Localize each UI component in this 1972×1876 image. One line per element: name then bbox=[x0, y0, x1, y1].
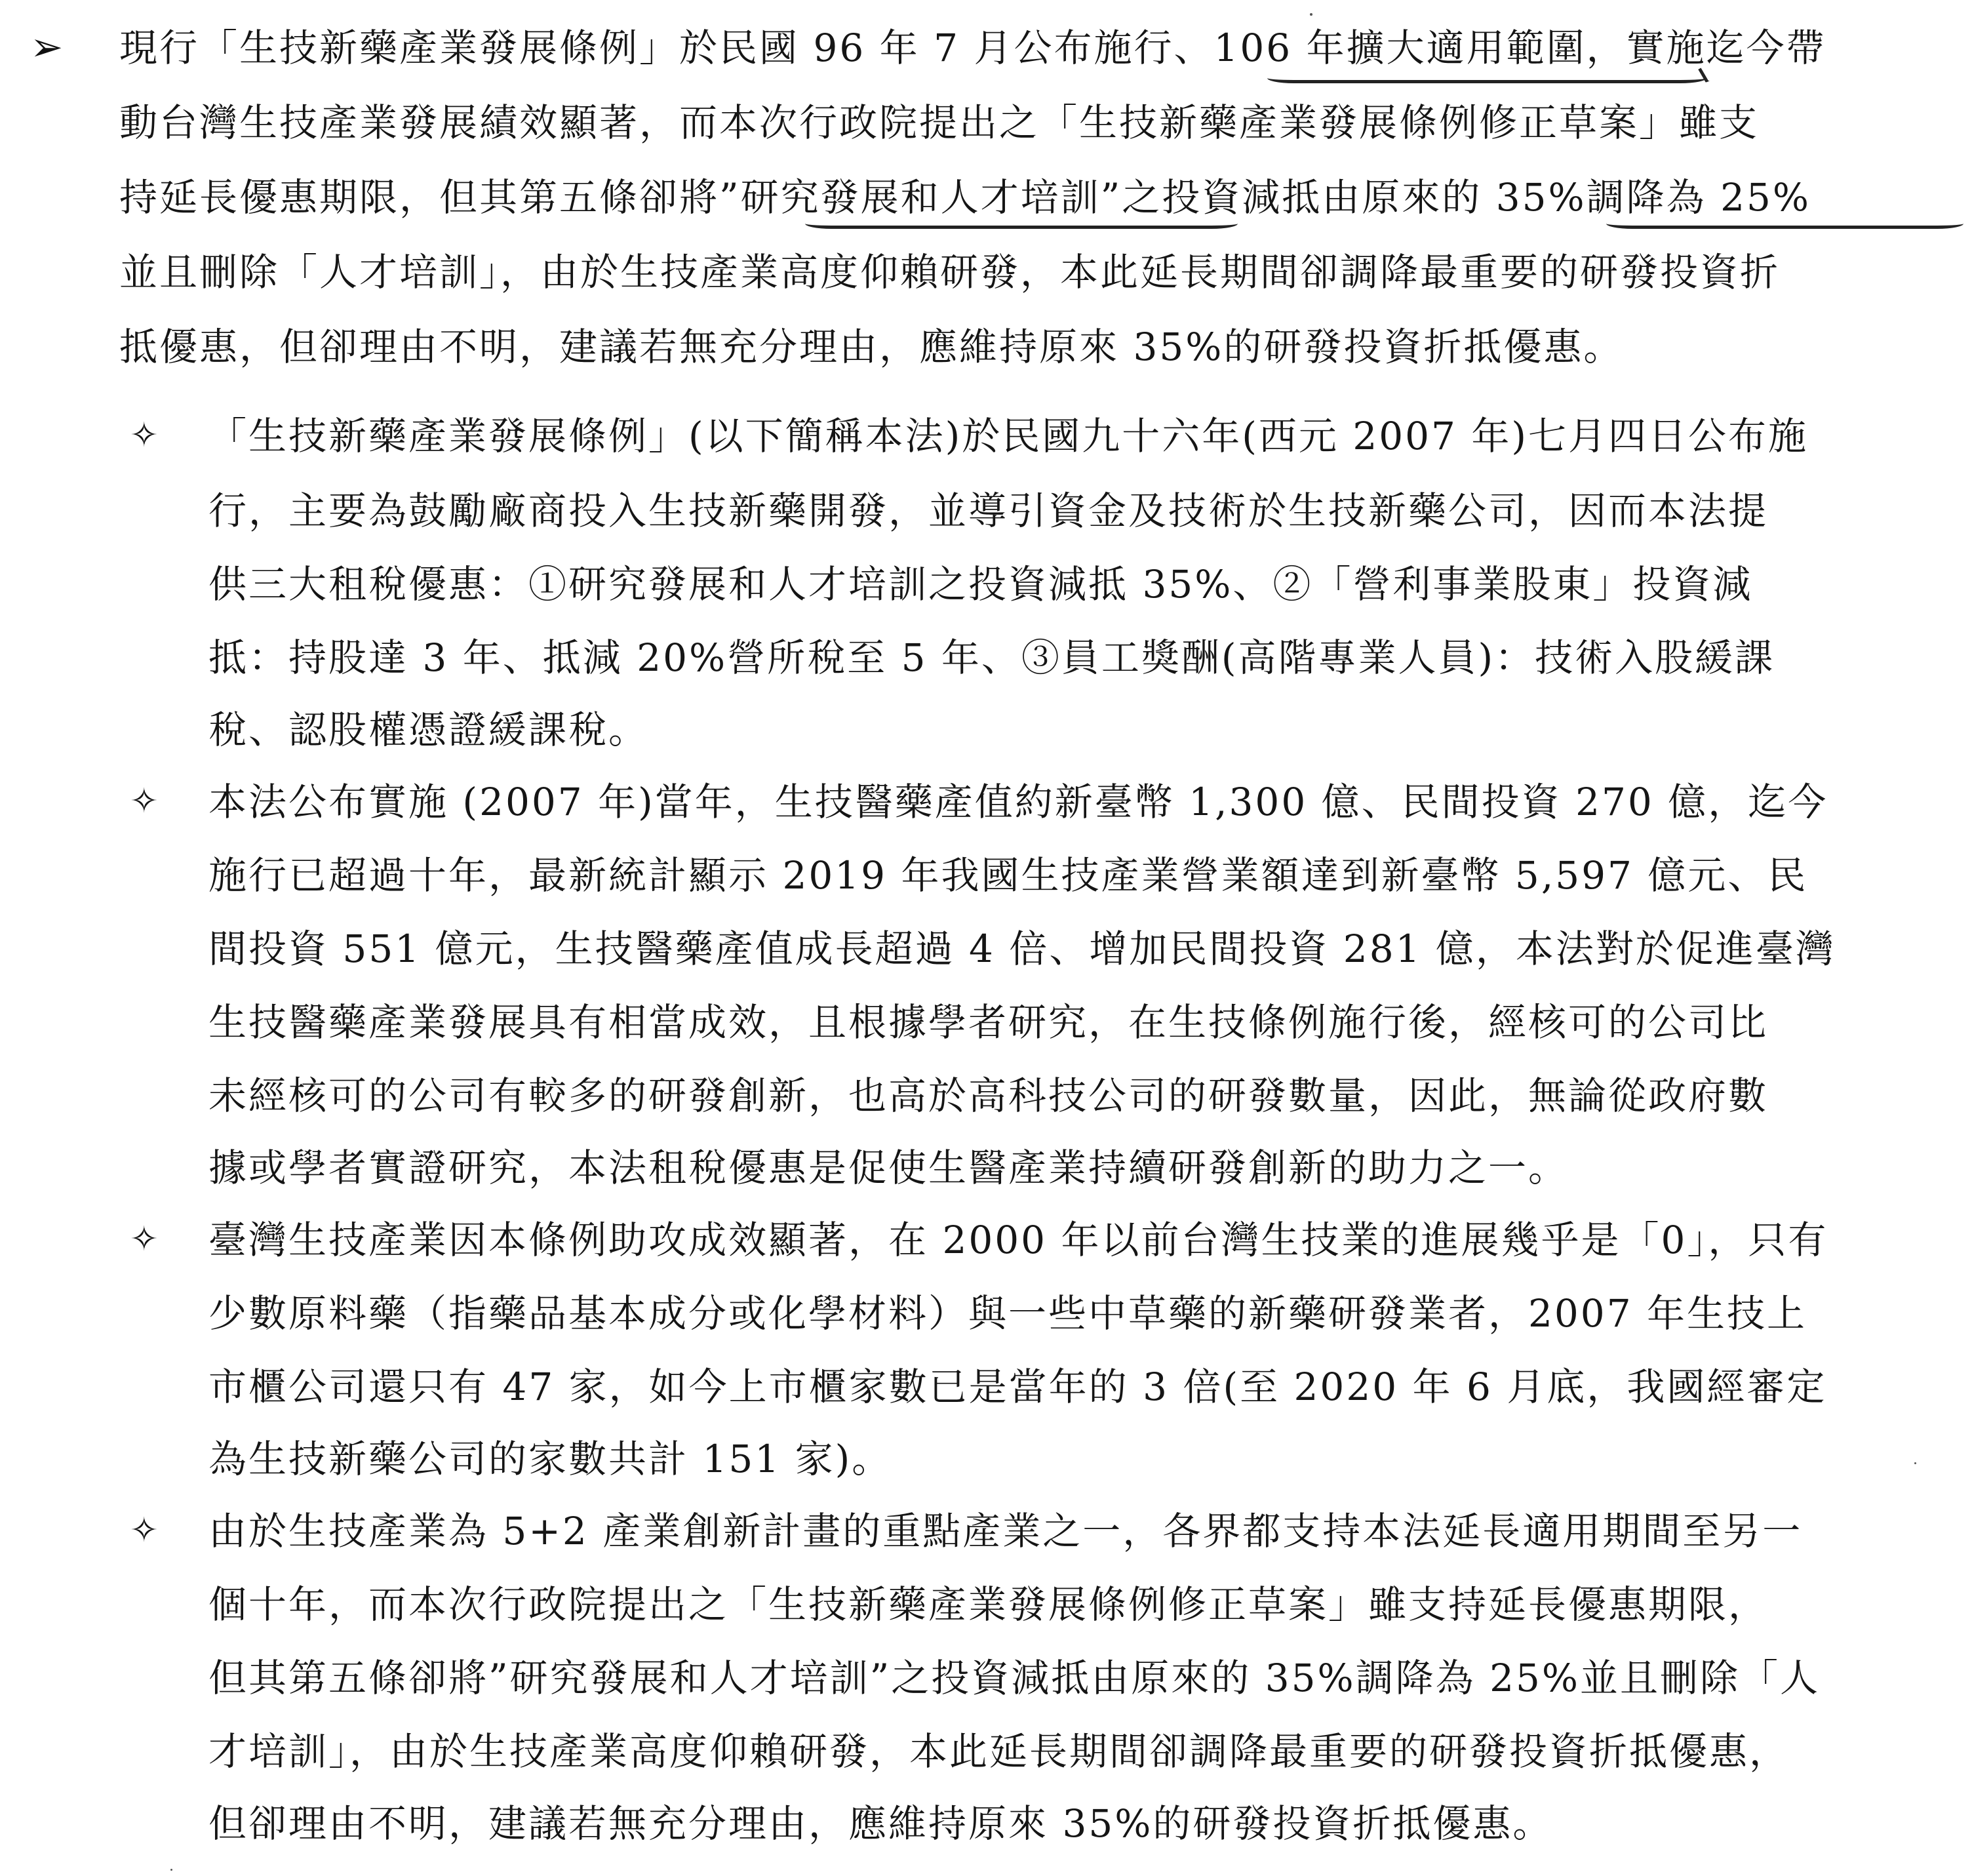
diamond-bullet-icon: ✧ bbox=[130, 782, 159, 821]
scan-speck bbox=[1310, 13, 1312, 16]
main-point-line-2: 動台灣生技產業發展績效顯著，而本次行政院提出之「生技新藥產業發展條例修正草案」雖支 bbox=[119, 100, 1760, 145]
sub-point-3-line-2: 少數原料藥（指藥品基本成分或化學材料）與一些中草藥的新藥研發業者，2007 年生技上 bbox=[208, 1291, 1807, 1336]
sub-point-4-line-5: 但卻理由不明，建議若無充分理由，應維持原來 35%的研發投資折抵優惠。 bbox=[208, 1801, 1553, 1846]
scan-speck bbox=[170, 1869, 172, 1871]
main-point-line-5: 抵優惠，但卻理由不明，建議若無充分理由，應維持原來 35%的研發投資折抵優惠。 bbox=[119, 325, 1624, 369]
sub-point-3-line-3: 市櫃公司還只有 47 家，如今上市櫃家數已是當年的 3 倍(至 2020 年 6 月底，我國經審定 bbox=[208, 1365, 1827, 1409]
sub-point-1-line-4: 抵：持股達 3 年、抵減 20%營所稅至 5 年、③員工獎酬(高階專業人員)：技術入股緩課 bbox=[208, 635, 1775, 680]
sub-point-2-line-2: 施行已超過十年，最新統計顯示 2019 年我國生技產業營業額達到新臺幣 5,597 億元、民 bbox=[208, 853, 1808, 898]
sub-point-3-line-4: 為生技新藥公司的家數共計 151 家)。 bbox=[208, 1437, 892, 1481]
handwritten-underline-mark bbox=[1606, 222, 1963, 229]
sub-point-1-line-3: 供三大租稅優惠：①研究發展和人才培訓之投資減抵 35%、②「營利事業股東」投資減 bbox=[208, 562, 1753, 607]
sub-point-2-line-1: 本法公布實施 (2007 年)當年，生技醫藥產值約新臺幣 1,300 億、民間投資 270 億，迄今 bbox=[208, 780, 1828, 824]
sub-point-2-line-5: 未經核可的公司有較多的研發創新，也高於高科技公司的研發數量，因此，無論從政府數 bbox=[208, 1073, 1769, 1118]
sub-point-1-line-2: 行，主要為鼓勵廠商投入生技新藥開發，並導引資金及技術於生技新藥公司，因而本法提 bbox=[208, 489, 1769, 533]
handwritten-underline-mark bbox=[1267, 76, 1706, 83]
sub-point-3-line-1: 臺灣生技產業因本條例助攻成效顯著，在 2000 年以前台灣生技業的進展幾乎是「0」，只有 bbox=[208, 1218, 1828, 1262]
sub-point-1-line-1: 「生技新藥產業發展條例」(以下簡稱本法)於民國九十六年(西元 2007 年)七月四日公布施 bbox=[208, 414, 1808, 458]
main-point-line-3: 持延長優惠期限，但其第五條卻將”研究發展和人才培訓”之投資減抵由原來的 35%調降為 25% bbox=[119, 175, 1811, 220]
sub-point-2-line-4: 生技醫藥產業發展具有相當成效，且根據學者研究，在生技條例施行後，經核可的公司比 bbox=[208, 1000, 1769, 1045]
diamond-bullet-icon: ✧ bbox=[130, 416, 159, 455]
sub-point-2-line-6: 據或學者實證研究，本法租稅優惠是促使生醫產業持續研發創新的助力之一。 bbox=[208, 1146, 1569, 1190]
main-point-line-1: 現行「生技新藥產業發展條例」於民國 96 年 7 月公布施行、106 年擴大適用範圍，實施迄今帶 bbox=[119, 26, 1826, 70]
sub-point-1-line-5: 稅、認股權憑證緩課稅。 bbox=[208, 708, 649, 752]
diamond-bullet-icon: ✧ bbox=[130, 1220, 159, 1259]
sub-point-4-line-2: 個十年，而本次行政院提出之「生技新藥產業發展條例修正草案」雖支持延長優惠期限， bbox=[208, 1582, 1769, 1627]
sub-point-4-line-1: 由於生技產業為 5+2 產業創新計畫的重點產業之一，各界都支持本法延長適用期間至另一 bbox=[208, 1509, 1803, 1553]
sub-point-4-line-4: 才培訓」，由於生技產業高度仰賴研發，本此延長期間卻調降最重要的研發投資折抵優惠， bbox=[208, 1729, 1790, 1774]
main-point-line-4: 並且刪除「人才培訓」，由於生技產業高度仰賴研發，本此延長期間卻調降最重要的研發投資折 bbox=[119, 250, 1781, 294]
sub-point-4-line-3: 但其第五條卻將”研究發展和人才培訓”之投資減抵由原來的 35%調降為 25%並且刪除「人 bbox=[208, 1656, 1821, 1700]
diamond-bullet-icon: ✧ bbox=[130, 1511, 159, 1550]
sub-point-2-line-3: 間投資 551 億元，生技醫藥產值成長超過 4 倍、增加民間投資 281 億，本法對於促進臺灣 bbox=[208, 927, 1836, 971]
arrow-bullet-icon: ➢ bbox=[30, 24, 64, 70]
scan-speck bbox=[1914, 1462, 1916, 1464]
handwritten-underline-mark bbox=[805, 222, 1238, 229]
